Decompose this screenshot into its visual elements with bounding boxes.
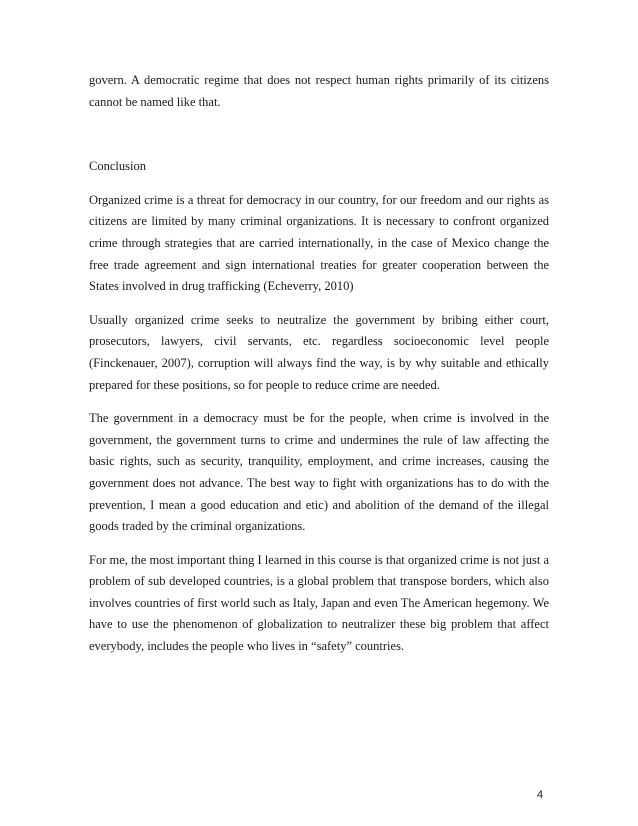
document-body [89,70,549,658]
page-number: 4 [537,789,544,801]
paragraph-threat: Organized crime is a threat for democracy in our country, for our freedom and our rights as citizens are limited by many criminal organizations. It is necessary to confront organized crime through strategies that are carried internationally, in the case of Mexico change the free trade agreement and sign international treaties for greater cooperation between the States involved in drug trafficking (Echeverry, 2010) [89,192,549,294]
paragraph-lesson: For me, the most important thing I learned in this course is that organized crime is not just a problem of sub developed countries, is a global problem that transpose borders, which also involves countries of first world such as Italy, Japan and even The American hegemony. We have to use the phenomenon of globalization to neutralizer these big problem that affect everybody, includes the people who lives in “safety” countries. [89,552,549,654]
section-heading: Conclusion [89,159,146,174]
paragraph-government: The government in a democracy must be for the people, when crime is involved in the government, the government turns to crime and undermines the rule of law affecting the basic rights, such as security, tranquility, employment, and crime increases, causing the government does not advance. The best way to fight with organizations has to do with the prevention, I mean a good education and etic) and abolition of the demand of the illegal goods traded by the criminal organizations. [89,411,549,534]
intro-paragraph: govern. A democratic regime that does not respect human rights primarily of its citizens cannot be named like that. [89,73,549,109]
paragraph-bribery: Usually organized crime seeks to neutralize the government by bribing either court, prosecutors, lawyers, civil servants, etc. regardless socioeconomic level people (Finckenauer, 2007), corruption will always find the way, is by why suitable and ethically prepared for these positions, so for people to reduce crime are needed. [89,312,549,392]
